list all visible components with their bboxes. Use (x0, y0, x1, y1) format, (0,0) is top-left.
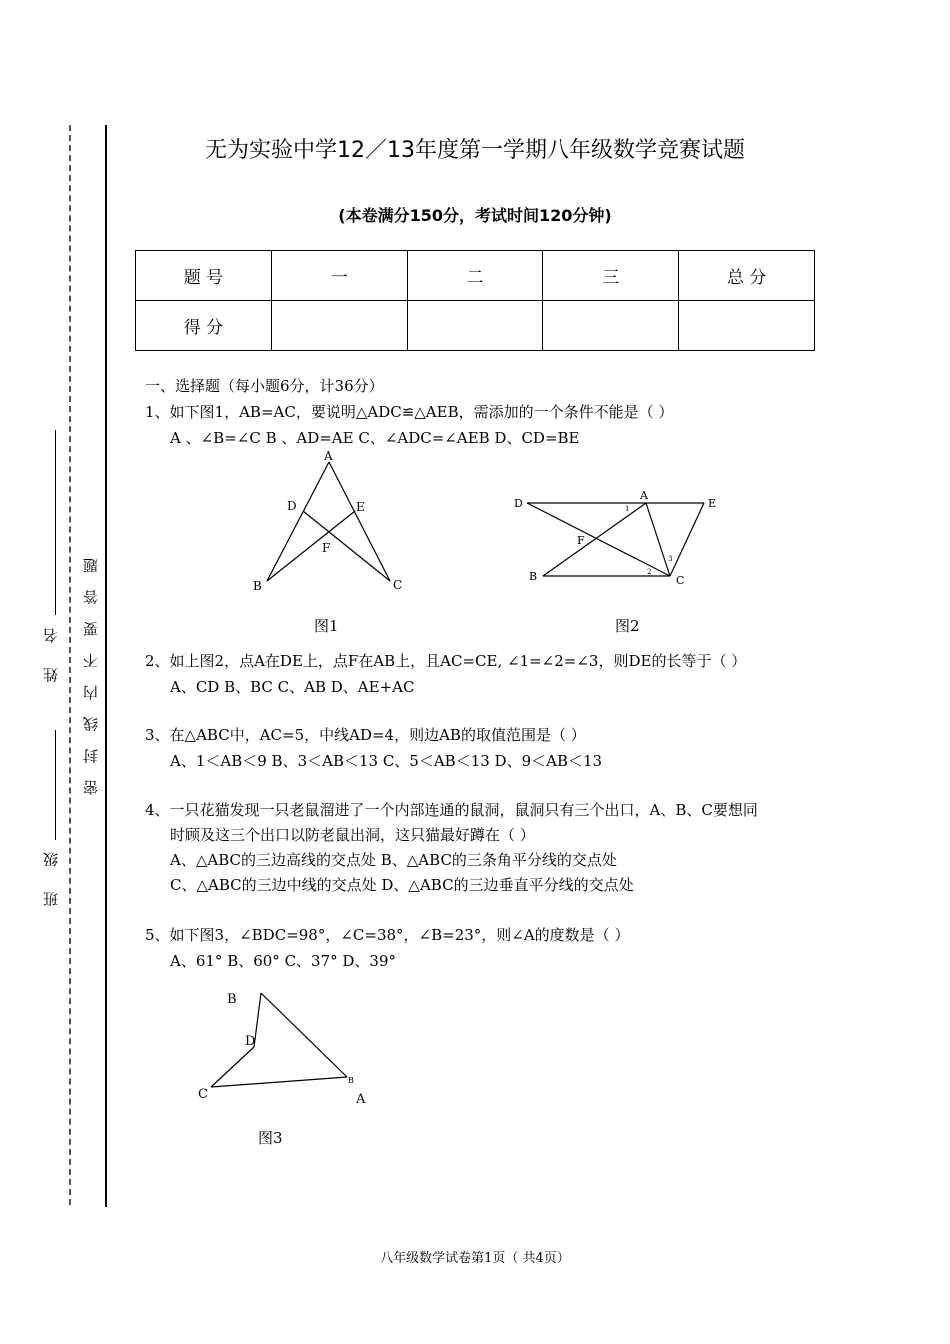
question-4-options-cd: C、△ABC的三边中线的交点处 D、△ABC的三边垂直平分线的交点处 (170, 876, 634, 894)
fig2-angle-1: 1 (625, 505, 630, 513)
fig1-label-a: A (324, 449, 333, 463)
fig2-label-d: D (514, 497, 523, 510)
figure-3-diagram (195, 985, 380, 1110)
exam-subtitle: (本卷满分150分，考试时间120分钟) (338, 206, 612, 225)
score-header-cell: 总 分 (679, 251, 815, 301)
score-header-cell: 三 (543, 251, 679, 301)
fig1-label-b: B (253, 579, 262, 593)
question-4-stem-line1: 4、一只花猫发现一只老鼠溜进了一个内部连通的鼠洞，鼠洞只有三个出口，A、B、C要想同 (145, 801, 758, 819)
class-blank[interactable] (55, 730, 56, 840)
score-cell[interactable] (407, 301, 543, 351)
fig1-label-d: D (287, 499, 297, 513)
score-row-label: 得 分 (136, 301, 272, 351)
score-cell[interactable] (271, 301, 407, 351)
score-table-header-row (136, 251, 815, 301)
question-4-stem-line2: 时顾及这三个出口以防老鼠出洞，这只猫最好蹲在（ ） (170, 826, 535, 844)
binding-solid-line (105, 125, 107, 1207)
binding-dashed-line (69, 125, 71, 1205)
fig2-label-e: E (708, 497, 717, 510)
fig2-label-b: B (529, 570, 538, 583)
score-header-cell: 二 (407, 251, 543, 301)
figure-2-caption: 图2 (615, 617, 640, 635)
exam-title: 无为实验中学12／13年度第一学期八年级数学竞赛试题 (205, 138, 745, 163)
fig1-label-e: E (356, 500, 365, 514)
fig2-label-c: C (676, 574, 685, 587)
question-4-options-ab: A、△ABC的三边高线的交点处 B、△ABC的三条角平分线的交点处 (170, 851, 617, 869)
figure-1-caption: 图1 (314, 617, 339, 635)
score-header-cell: 一 (271, 251, 407, 301)
page-footer: 八年级数学试卷第1页（ 共4页） (380, 1251, 570, 1266)
section-heading: 一、选择题（每小题6分，计36分） (145, 377, 384, 395)
fig3-label-b: B (227, 992, 237, 1007)
fig3-label-d: D (245, 1034, 256, 1049)
question-2-options: A、CD B、BC C、AB D、AE+AC (170, 678, 415, 696)
fig3-label-b-small: B (348, 1076, 354, 1085)
seal-notice: 密 封 线 内 不 要 答 题 (82, 552, 100, 796)
fig1-label-f: F (322, 541, 331, 555)
score-table (135, 250, 815, 351)
question-1-options: A 、∠B=∠C B 、AD=AE C、∠ADC=∠AEB D、CD=BE (170, 429, 580, 447)
question-5-stem: 5、如下图3，∠BDC=98°，∠C=38°，∠B=23°，则∠A的度数是（ ） (145, 926, 630, 944)
class-label: 班 级 (42, 842, 60, 907)
question-3-stem: 3、在△ABC中，AC=5，中线AD=4，则边AB的取值范围是（ ） (145, 726, 586, 744)
figure-1-diagram (245, 448, 415, 598)
score-header-cell: 题 号 (136, 251, 272, 301)
fig2-angle-2: 2 (647, 568, 652, 576)
score-cell[interactable] (679, 301, 815, 351)
figure-3-caption: 图3 (258, 1129, 283, 1147)
fig2-label-f: F (577, 534, 585, 547)
score-table-score-row (136, 301, 815, 351)
question-2-stem: 2、如上图2，点A在DE上，点F在AB上，且AC=CE, ∠1=∠2=∠3，则DE的长等于（ ） (145, 652, 747, 670)
fig3-label-a: A (356, 1092, 366, 1107)
question-3-options: A、1＜AB＜9 B、3＜AB＜13 C、5＜AB＜13 D、9＜AB＜13 (170, 752, 603, 770)
fig1-label-c: C (393, 578, 403, 592)
fig2-label-a: A (640, 489, 648, 502)
question-5-options: A、61° B、60° C、37° D、39° (170, 952, 397, 970)
figure-2-diagram (510, 488, 730, 588)
question-1-stem: 1、如下图1，AB=AC，要说明△ADC≌△AEB，需添加的一个条件不能是（ ） (145, 403, 674, 421)
name-blank[interactable] (55, 430, 56, 615)
score-cell[interactable] (543, 301, 679, 351)
fig2-angle-3: 3 (668, 555, 673, 563)
fig3-label-c: C (198, 1087, 208, 1102)
name-label: 姓 名 (42, 618, 60, 683)
